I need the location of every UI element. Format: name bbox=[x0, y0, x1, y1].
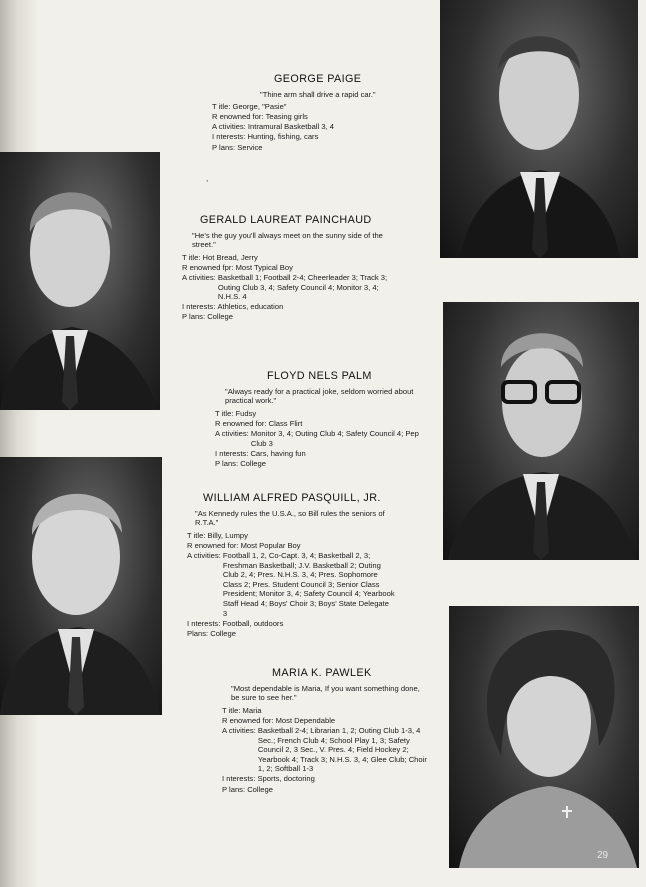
student-name: FLOYD NELS PALM bbox=[267, 370, 372, 382]
field-renowned: R enowned for: Most Popular Boy bbox=[187, 540, 301, 550]
field-activities: A ctivities: Intramural Basketball 3, 4 bbox=[212, 122, 334, 132]
field-renowned: R enowned for: Class Flirt bbox=[215, 418, 303, 428]
student-entry-gerald-painchaud bbox=[182, 216, 392, 322]
field-plans: P lans: College bbox=[215, 458, 266, 468]
field-title: T itle: Billy, Lumpy bbox=[187, 530, 248, 540]
student-entry-floyd-palm bbox=[215, 372, 425, 469]
student-quote: "He's the guy you'll always meet on the sunny side of the street." bbox=[192, 230, 383, 250]
student-name: GEORGE PAIGE bbox=[274, 73, 362, 85]
field-plans: P lans: College bbox=[222, 784, 273, 794]
portrait-george-paige bbox=[440, 0, 638, 258]
page-binding-shadow bbox=[0, 0, 40, 887]
portrait-floyd-palm bbox=[443, 302, 639, 560]
field-title: T itle: Fudsy bbox=[215, 408, 257, 418]
portrait-maria-pawlek bbox=[449, 606, 639, 868]
student-quote: "Most dependable is Maria, If you want something done, be sure to see her." bbox=[231, 683, 420, 703]
field-plans: P lans: College bbox=[182, 312, 233, 322]
student-entry-maria-pawlek bbox=[222, 669, 430, 795]
field-title: T itle: George, "Pasie" bbox=[212, 102, 287, 112]
page-number: 29 bbox=[597, 850, 609, 861]
field-activities: A ctivities: Football 1, 2, Co-Capt. 3, 4; Basketball 2, 3; Freshman Basketball; J.V. Basketball 2; Outing Club 2, 4; Pres. N.H.S. 3, 4; Pres. Sophomore Class 2; Pres. Student Council 3; Senior Class President; Monitor 3, 4; Safety Council 4; Yearbook Staff Head 4; Boys' Choir 3; Boys' State Delegate 3 bbox=[187, 550, 395, 618]
portrait-gerald-painchaud bbox=[0, 152, 160, 410]
student-entry-william-pasquill bbox=[187, 494, 395, 639]
field-plans: P lans: Service bbox=[212, 142, 263, 152]
field-renowned: R enowned for: Teasing girls bbox=[212, 112, 308, 122]
student-name: WILLIAM ALFRED PASQUILL, JR. bbox=[203, 492, 381, 504]
field-title: T itle: Hot Bread, Jerry bbox=[182, 252, 258, 262]
student-quote: "As Kennedy rules the U.S.A., so Bill rules the seniors of R.T.A." bbox=[195, 508, 385, 528]
field-interests: I nterests: Cars, having fun bbox=[215, 448, 306, 458]
field-title: T itle: Maria bbox=[222, 705, 262, 715]
field-interests: I nterests: Football, outdoors bbox=[187, 618, 284, 628]
stray-mark: , bbox=[206, 174, 209, 183]
student-name: MARIA K. PAWLEK bbox=[272, 667, 372, 679]
field-interests: I nterests: Athletics, education bbox=[182, 302, 284, 312]
field-renowned: R enowned for: Most Dependable bbox=[222, 715, 336, 725]
field-activities: A ctivities: Basketball 2-4; Librarian 1, 2; Outing Club 1-3, 4 Sec.; French Club 4; School Play 1, 3; Safety Council 2, 3 Sec., V. Pres. 4; Field Hockey 2; Yearbook 4; Track 3; N.H.S. 3, 4; Glee Club; Choir 1, 2; Softball 1-3 bbox=[222, 725, 427, 774]
field-plans: Plans: College bbox=[187, 628, 236, 638]
student-quote: "Always ready for a practical joke, seldom worried about practical work." bbox=[225, 386, 414, 406]
field-renowned: R enowned fpr: Most Typical Boy bbox=[182, 262, 293, 272]
field-activities: A ctivities: Basketball 1; Football 2-4; Cheerleader 3; Track 3; Outing Club 3, 4; Safety Council 4; Monitor 3, 4; N.H.S. 4 bbox=[182, 272, 388, 302]
student-entry-george-paige bbox=[212, 75, 427, 153]
student-name: GERALD LAUREAT PAINCHAUD bbox=[200, 214, 372, 226]
field-interests: I nterests: Sports, doctoring bbox=[222, 774, 315, 784]
field-activities: A ctivities: Monitor 3, 4; Outing Club 4; Safety Council 4; Pep Club 3 bbox=[215, 428, 419, 448]
portrait-william-pasquill bbox=[0, 457, 162, 715]
field-interests: I nterests: Hunting, fishing, cars bbox=[212, 132, 319, 142]
student-quote: "Thine arm shall drive a rapid car." bbox=[260, 89, 376, 99]
